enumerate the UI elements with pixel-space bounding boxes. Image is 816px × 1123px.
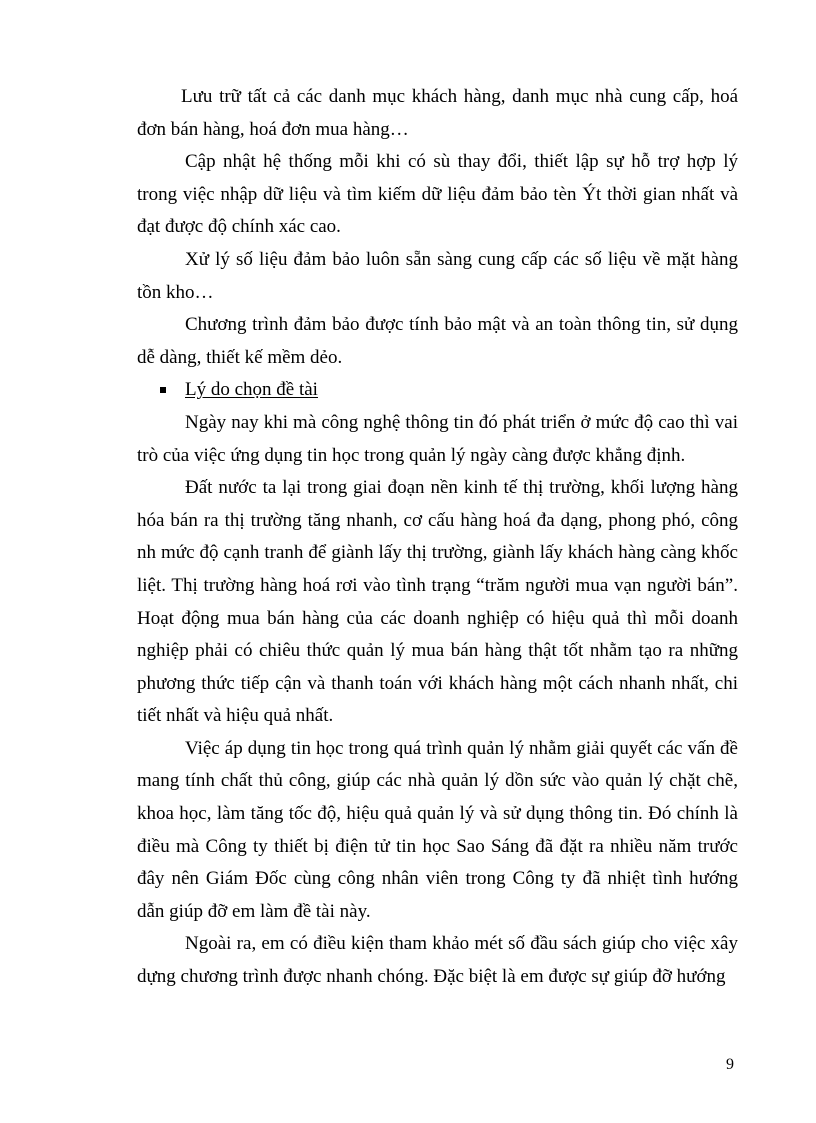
section-heading: Lý do chọn đề tài xyxy=(185,379,318,401)
paragraph-storage: Lưu trữ tất cả các danh mục khách hàng, danh mục nhà cung cấp, hoá đơn bán hàng, hoá đơn mua hàng… xyxy=(137,86,738,140)
paragraph-it-role: Ngày nay khi mà công nghệ thông tin đó phát triển ở mức độ cao thì vai trò của việc ứng dụng tin học trong quản lý ngày càng được khẳng định. xyxy=(137,411,738,466)
section-heading-row xyxy=(137,374,738,407)
square-bullet-icon xyxy=(160,387,166,393)
page-body xyxy=(137,81,738,994)
paragraph-it-application: Việc áp dụng tin học trong quá trình quản lý nhằm giải quyết các vấn đề mang tính chất thủ công, giúp các nhà quản lý dồn sức vào quản lý chặt chẽ, khoa học, làm tăng tốc độ, hiệu quả quản lý và sử dụng thông tin. Đó chính là điều mà Công ty thiết bị điện tử tin học Sao Sáng đã đặt ra nhiều năm trước đây nên Giám Đốc cùng công nhân viên trong Công ty đã nhiệt tình hướng dẫn giúp đỡ em làm đề tài này. xyxy=(137,737,738,922)
page-number: 9 xyxy=(726,1056,734,1073)
paragraph-security: Chương trình đảm bảo được tính bảo mật và an toàn thông tin, sử dụng dễ dàng, thiết kế mềm dẻo. xyxy=(137,314,738,368)
paragraph-references: Ngoài ra, em có điều kiện tham khảo mét số đầu sách giúp cho việc xây dựng chương trình được nhanh chóng. Đặc biệt là em được sự giúp đỡ hướng xyxy=(137,933,738,988)
paragraph-processing: Xử lý số liệu đảm bảo luôn sẵn sàng cung cấp các số liệu về mặt hàng tồn kho… xyxy=(137,248,738,303)
paragraph-update: Cập nhật hệ thống mỗi khi có sù thay đổi, thiết lập sự hỗ trợ hợp lý trong việc nhập dữ liệu và tìm kiếm dữ liệu đảm bảo tèn Ýt thời gian nhất và đạt được độ chính xác cao. xyxy=(137,151,738,238)
paragraph-market-economy: Đất nước ta lại trong giai đoạn nền kinh tế thị trường, khối lượng hàng hóa bán ra thị trường tăng nhanh, cơ cấu hàng hoá đa dạng, phong phó, công nh mức độ cạnh tranh để giành lấy thị trường, giành lấy khách hàng càng khốc liệt. Thị trường hàng hoá rơi vào tình trạng “trăm người mua vạn người bán”. Hoạt động mua bán hàng của các doanh nghiệp có hiệu quả thì mỗi doanh nghiệp phải có chiêu thức quản lý mua bán hàng thật tốt nhằm tạo ra những phương thức tiếp cận và thanh toán với khách hàng một cách nhanh nhất, chi tiết nhất và hiệu quả nhất. xyxy=(137,477,738,727)
